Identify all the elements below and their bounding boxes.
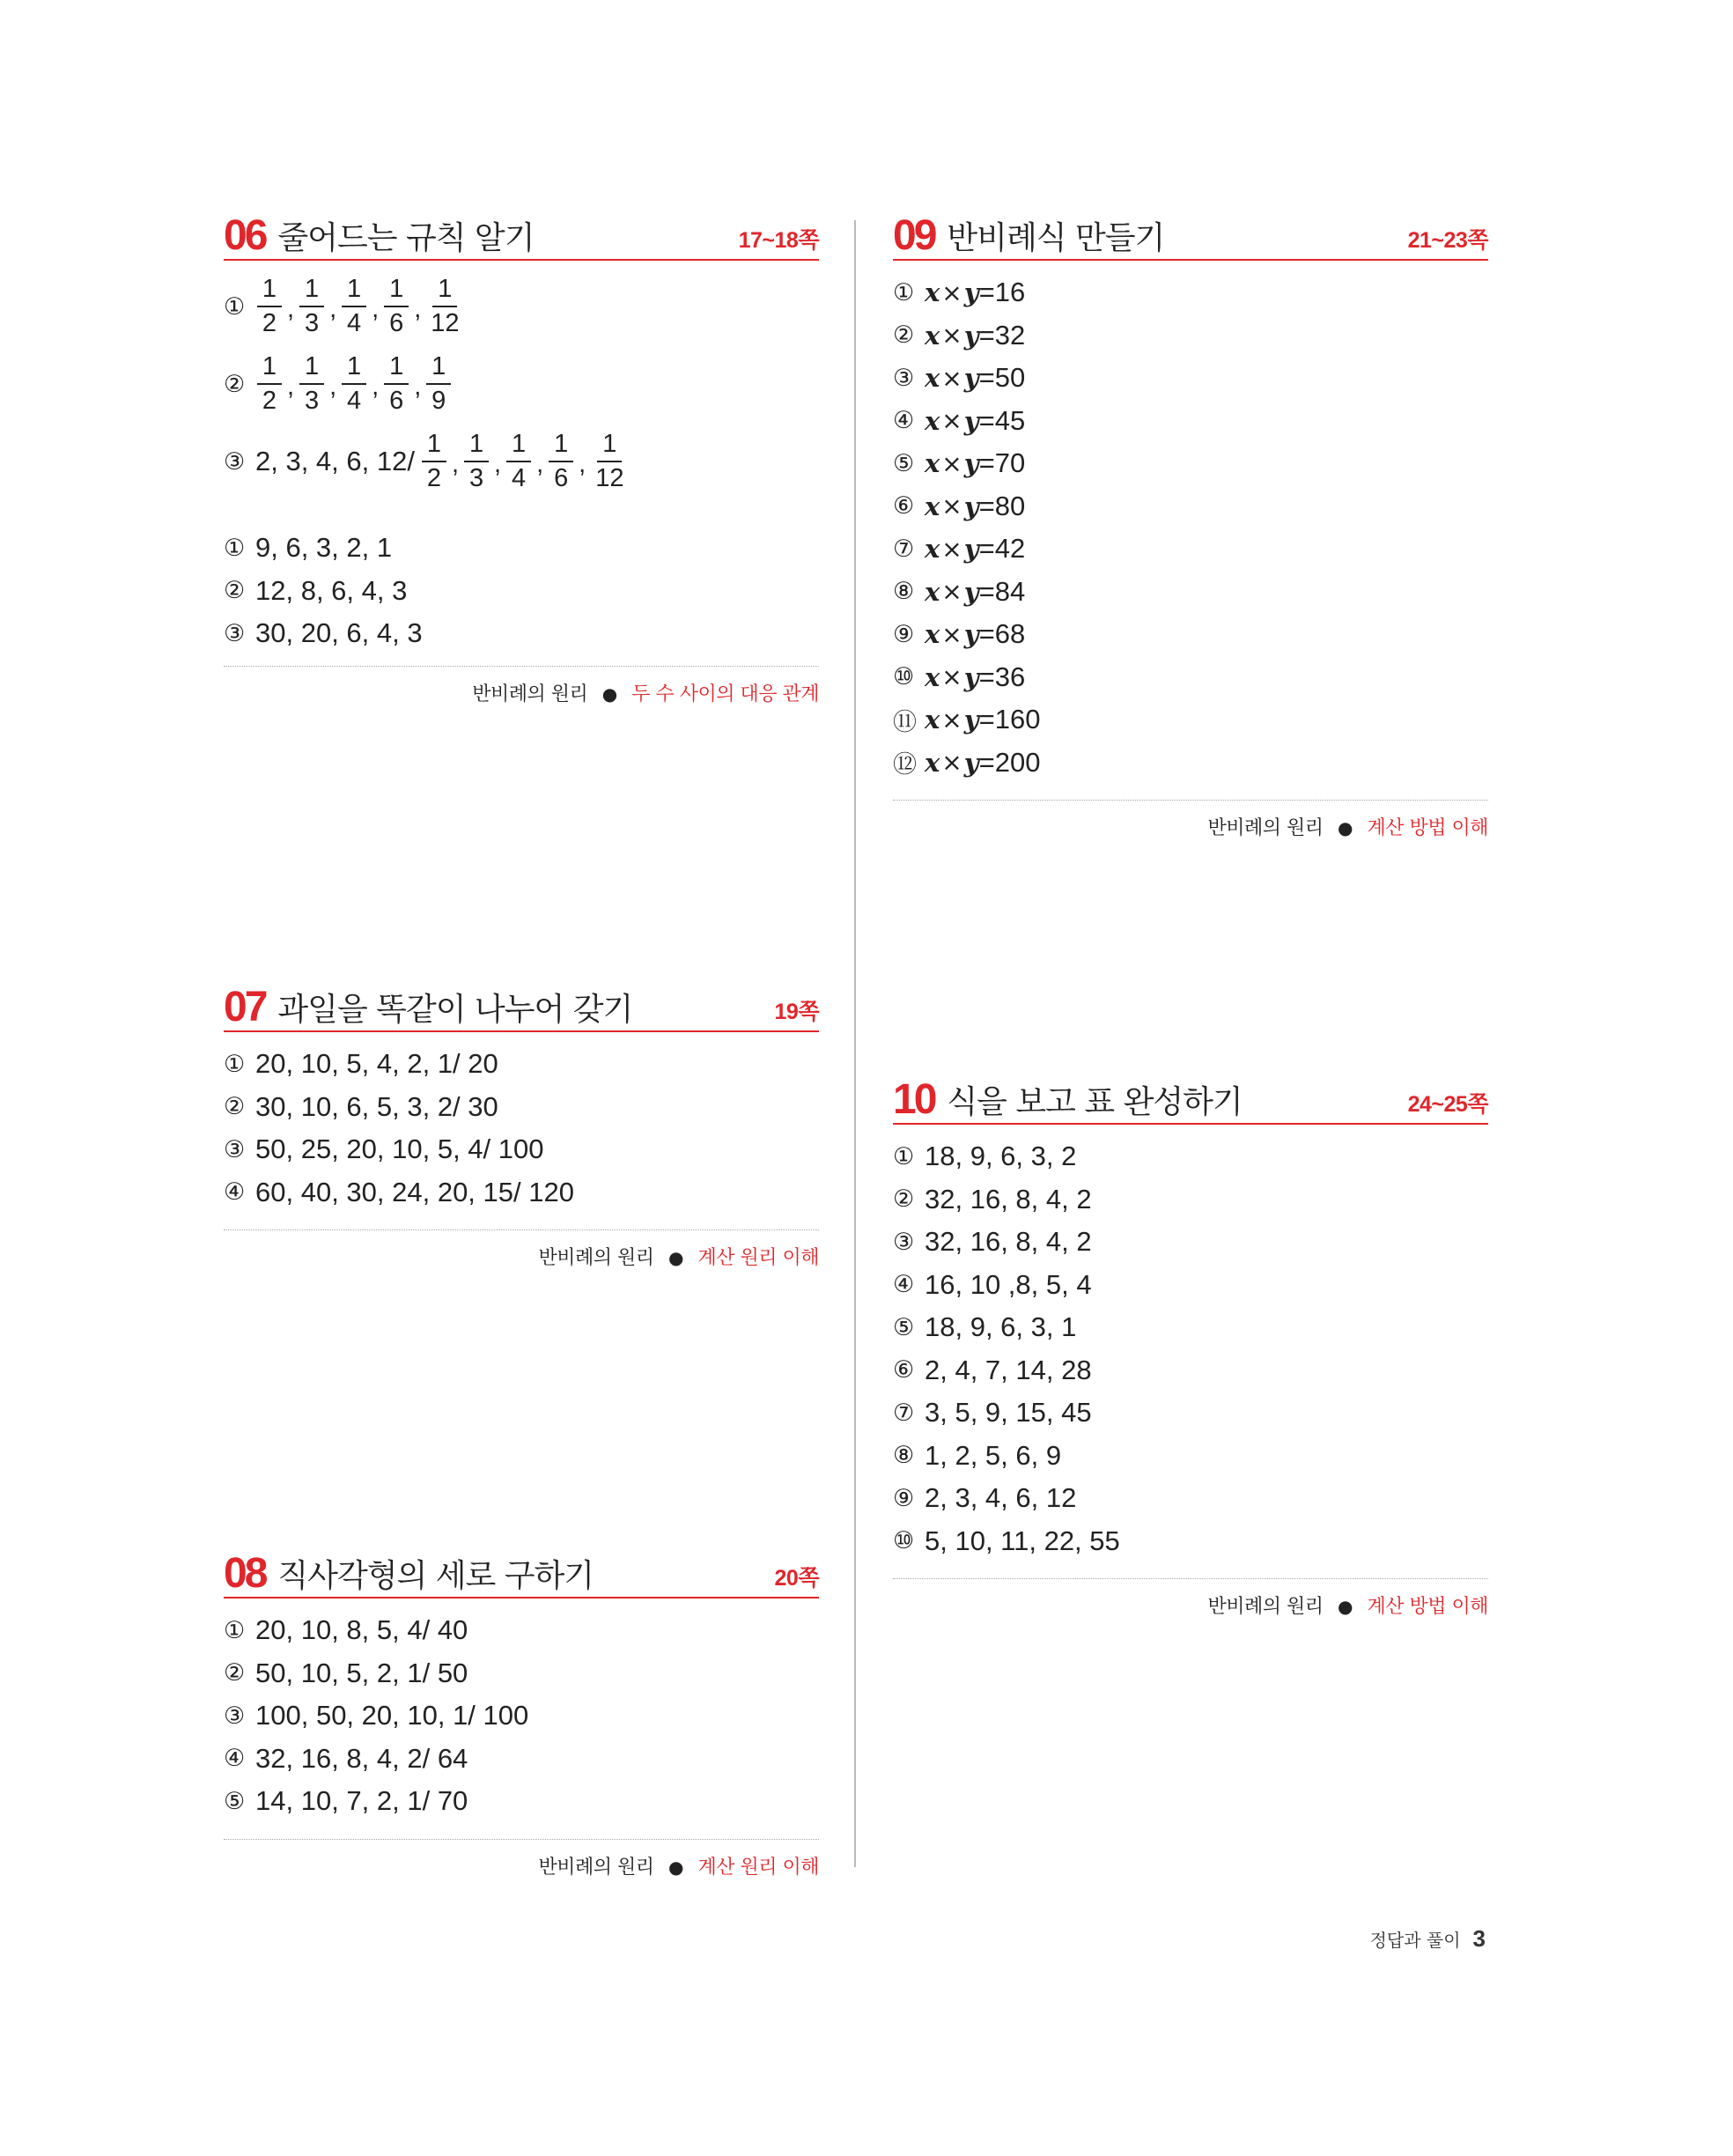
answer-item xyxy=(224,1652,819,1695)
section-title: 반비례식 만들기 xyxy=(947,220,1165,256)
answer-text: 2, 4, 7, 14, 28 xyxy=(925,1354,1092,1385)
fraction-numerator: 1 xyxy=(549,432,573,462)
section-pages: 20쪽 xyxy=(774,1566,819,1591)
equals-sign: = xyxy=(978,661,995,692)
answer-marker: ① xyxy=(893,278,915,306)
answer-text: 100, 50, 20, 10, 1/ 100 xyxy=(255,1700,529,1731)
footer-label: 반비례의 원리 xyxy=(472,683,588,705)
answer-item xyxy=(893,1435,1488,1478)
fraction xyxy=(342,277,366,336)
answer-marker: ② xyxy=(893,321,915,350)
fraction-denominator: 4 xyxy=(512,464,527,492)
fraction-separator: , xyxy=(536,449,544,478)
answer-item xyxy=(893,1178,1488,1222)
answer-marker: ⑤ xyxy=(893,449,915,477)
equation-value: 160 xyxy=(994,704,1041,735)
equation-item xyxy=(893,442,1488,485)
answer-item xyxy=(224,612,819,655)
answer-text: 9, 6, 3, 2, 1 xyxy=(255,532,393,564)
variable-y: y xyxy=(963,705,979,735)
variable-y: y xyxy=(963,661,979,692)
times-sign: × xyxy=(941,406,962,436)
equation-item xyxy=(893,613,1488,656)
answer-text: 30, 10, 6, 5, 3, 2/ 30 xyxy=(255,1090,498,1122)
equation-value: 32 xyxy=(994,319,1026,351)
fraction xyxy=(549,432,573,491)
answer-item xyxy=(224,1780,819,1823)
section-header xyxy=(224,210,819,261)
equation-value: 200 xyxy=(994,746,1041,778)
fraction-separator: , xyxy=(329,294,337,323)
fraction-denominator: 12 xyxy=(431,309,460,337)
footer-topic: 계산 원리 이해 xyxy=(697,1247,819,1269)
fraction xyxy=(506,432,531,491)
fraction-numerator: 1 xyxy=(597,432,622,462)
answer-text: 3, 5, 9, 15, 45 xyxy=(925,1397,1092,1429)
column-divider xyxy=(854,220,856,1867)
equation-value: 42 xyxy=(994,533,1026,565)
answer-list xyxy=(224,268,819,655)
answer-list xyxy=(224,1609,819,1823)
footer-label: 반비례의 원리 xyxy=(1207,1596,1324,1618)
fraction-separator: , xyxy=(372,294,380,323)
fraction-numerator: 1 xyxy=(299,277,324,307)
variable-x: x xyxy=(925,491,940,521)
section-header xyxy=(893,210,1488,261)
times-sign: × xyxy=(941,577,962,607)
answer-item xyxy=(224,1128,819,1171)
fraction-denominator: 3 xyxy=(304,387,320,415)
fraction xyxy=(299,354,324,414)
footer-topic: 계산 방법 이해 xyxy=(1367,817,1488,839)
equation-item xyxy=(893,271,1488,314)
answer-marker: ② xyxy=(224,577,246,605)
answer-marker: ⑫ xyxy=(893,751,917,779)
times-sign: × xyxy=(941,491,962,521)
fraction-denominator: 2 xyxy=(262,387,277,415)
fraction-denominator: 6 xyxy=(554,464,569,492)
variable-y: y xyxy=(963,405,979,436)
answer-text: 18, 9, 6, 3, 2 xyxy=(925,1141,1077,1172)
fraction-numerator: 1 xyxy=(384,277,409,307)
answer-marker: ② xyxy=(224,1659,246,1687)
answer-text: 32, 16, 8, 4, 2 xyxy=(925,1226,1092,1258)
section-header xyxy=(893,1074,1488,1125)
answer-marker: ① xyxy=(893,1142,915,1170)
answer-text: 2, 3, 4, 6, 12/ xyxy=(255,446,415,476)
fraction-numerator: 1 xyxy=(342,354,366,385)
answer-marker: ① xyxy=(224,534,246,562)
fraction xyxy=(299,277,324,336)
fraction-denominator: 3 xyxy=(304,309,320,337)
variable-x: x xyxy=(925,747,940,778)
fraction xyxy=(591,432,628,491)
fraction-numerator: 1 xyxy=(432,277,457,307)
fraction-numerator: 1 xyxy=(426,354,451,385)
equation-item xyxy=(893,528,1488,571)
answer-item xyxy=(893,1349,1488,1392)
equation-value: 80 xyxy=(994,490,1026,521)
answer-marker: ② xyxy=(893,1185,915,1214)
fraction xyxy=(257,354,282,414)
answer-text: 30, 20, 6, 4, 3 xyxy=(255,617,423,649)
times-sign: × xyxy=(941,448,962,478)
footer-bullet: ● xyxy=(601,683,617,705)
times-sign: × xyxy=(941,662,962,692)
section-pages: 24~25쪽 xyxy=(1407,1092,1488,1117)
answer-text: 1, 2, 5, 6, 9 xyxy=(925,1439,1062,1471)
equals-sign: = xyxy=(978,575,995,607)
fraction-list xyxy=(420,432,631,491)
answer-marker: ① xyxy=(224,1616,246,1644)
answer-marker: ⑩ xyxy=(893,663,915,691)
variable-x: x xyxy=(925,705,940,735)
answer-marker: ⑪ xyxy=(893,708,917,736)
times-sign: × xyxy=(941,321,962,351)
answer-marker: ② xyxy=(224,370,246,398)
answer-item xyxy=(893,1520,1488,1563)
answer-marker: ⑥ xyxy=(893,492,915,521)
times-sign: × xyxy=(941,748,962,778)
equation-item xyxy=(893,571,1488,614)
answer-marker: ⑤ xyxy=(224,1787,246,1815)
equals-sign: = xyxy=(978,404,995,436)
answer-marker: ⑩ xyxy=(893,1527,915,1555)
answer-item xyxy=(224,1043,819,1086)
times-sign: × xyxy=(941,705,962,735)
fraction-answer-item xyxy=(224,268,819,345)
fraction-numerator: 1 xyxy=(342,277,366,307)
answer-text: 32, 16, 8, 4, 2/ 64 xyxy=(255,1742,468,1774)
equation-value: 68 xyxy=(994,618,1026,650)
equation-value: 84 xyxy=(994,575,1026,607)
variable-x: x xyxy=(925,448,940,479)
equals-sign: = xyxy=(978,618,995,650)
variable-y: y xyxy=(963,534,979,565)
variable-y: y xyxy=(963,491,979,521)
equation-item xyxy=(893,485,1488,528)
variable-x: x xyxy=(925,661,940,692)
variable-y: y xyxy=(963,619,979,650)
fraction-separator: , xyxy=(287,372,295,401)
fraction-numerator: 1 xyxy=(257,354,282,385)
section-title: 줄어드는 규칙 알기 xyxy=(277,220,535,256)
answer-marker: ⑦ xyxy=(893,1399,915,1427)
section-number: 07 xyxy=(224,984,266,1030)
variable-y: y xyxy=(963,448,979,479)
section-number: 08 xyxy=(224,1550,266,1597)
answer-marker: ⑥ xyxy=(893,1356,915,1384)
answer-item xyxy=(224,570,819,613)
answer-marker: ② xyxy=(224,1093,246,1121)
answer-item xyxy=(893,1264,1488,1307)
answer-item xyxy=(224,1171,819,1215)
section-pages: 21~23쪽 xyxy=(1407,228,1488,253)
answer-text: 18, 9, 6, 3, 1 xyxy=(925,1311,1077,1343)
answer-marker: ④ xyxy=(893,1271,915,1299)
footer-label: 반비례의 원리 xyxy=(538,1247,654,1269)
fraction xyxy=(426,277,463,336)
section-08 xyxy=(224,1547,819,1879)
answer-marker: ③ xyxy=(224,619,246,647)
fraction-list xyxy=(255,277,466,336)
equation-item xyxy=(893,656,1488,699)
equation-item xyxy=(893,400,1488,443)
answer-text: 14, 10, 7, 2, 1/ 70 xyxy=(255,1785,468,1817)
variable-y: y xyxy=(963,277,979,308)
answer-item xyxy=(224,527,819,570)
footer-bullet: ● xyxy=(668,1247,683,1268)
answer-list xyxy=(224,1043,819,1214)
fraction-separator: , xyxy=(287,294,295,323)
footer-topic: 계산 원리 이해 xyxy=(697,1856,819,1879)
fraction-list xyxy=(255,354,453,414)
answer-text: 16, 10 ,8, 5, 4 xyxy=(925,1268,1092,1300)
variable-y: y xyxy=(963,363,979,394)
section-footer xyxy=(893,1578,1488,1619)
page-number: 3 xyxy=(1472,1925,1486,1952)
answer-marker: ⑨ xyxy=(893,1484,915,1512)
fraction xyxy=(426,354,451,414)
equals-sign: = xyxy=(978,704,995,735)
answer-marker: ③ xyxy=(224,1702,246,1730)
answer-marker: ⑧ xyxy=(893,578,915,606)
section-06 xyxy=(224,210,819,706)
answer-marker: ⑦ xyxy=(893,535,915,563)
fraction-separator: , xyxy=(494,449,502,478)
page-footer-label: 정답과 풀이 xyxy=(1369,1930,1461,1951)
answer-item xyxy=(893,1135,1488,1178)
variable-x: x xyxy=(925,363,940,394)
answer-marker: ⑧ xyxy=(893,1442,915,1470)
section-title: 식을 보고 표 완성하기 xyxy=(947,1084,1243,1120)
fraction xyxy=(257,277,282,336)
fraction-separator: , xyxy=(329,372,337,401)
fraction-denominator: 6 xyxy=(389,387,404,415)
fraction xyxy=(384,277,409,336)
fraction-denominator: 4 xyxy=(347,387,362,415)
equals-sign: = xyxy=(978,277,995,308)
answer-marker: ④ xyxy=(224,1745,246,1773)
answer-item xyxy=(893,1392,1488,1435)
section-title: 과일을 똑같이 나누어 갖기 xyxy=(277,992,633,1028)
answer-text: 12, 8, 6, 4, 3 xyxy=(255,574,408,606)
times-sign: × xyxy=(941,277,962,307)
section-footer xyxy=(224,1839,819,1879)
section-header xyxy=(224,1547,819,1599)
answer-text: 50, 25, 20, 10, 5, 4/ 100 xyxy=(255,1133,544,1165)
equation-item xyxy=(893,314,1488,358)
equals-sign: = xyxy=(978,533,995,565)
page-footer xyxy=(1370,1925,1486,1953)
section-number: 10 xyxy=(893,1076,935,1123)
answer-marker: ⑤ xyxy=(893,1313,915,1341)
footer-bullet: ● xyxy=(1338,817,1353,838)
fraction-denominator: 2 xyxy=(262,309,277,337)
equals-sign: = xyxy=(978,447,995,479)
variable-x: x xyxy=(925,576,940,607)
variable-y: y xyxy=(963,747,979,778)
answer-marker: ④ xyxy=(224,1178,246,1207)
section-10 xyxy=(893,1074,1488,1619)
footer-topic: 계산 방법 이해 xyxy=(1367,1596,1488,1618)
fraction-separator: , xyxy=(579,449,586,478)
answer-item xyxy=(893,1306,1488,1349)
times-sign: × xyxy=(941,619,962,649)
equation-value: 36 xyxy=(994,661,1026,692)
answer-item xyxy=(224,1695,819,1738)
section-footer xyxy=(893,800,1488,840)
answer-text: 20, 10, 5, 4, 2, 1/ 20 xyxy=(255,1048,498,1080)
equation-value: 70 xyxy=(994,447,1026,479)
footer-bullet: ● xyxy=(1338,1596,1353,1617)
equals-sign: = xyxy=(978,362,995,394)
fraction-separator: , xyxy=(414,372,422,401)
fraction xyxy=(464,432,489,491)
fraction xyxy=(384,354,409,414)
fraction-numerator: 1 xyxy=(257,277,282,307)
equation-value: 16 xyxy=(994,277,1026,308)
variable-x: x xyxy=(925,405,940,436)
fraction-denominator: 3 xyxy=(468,464,484,492)
fraction-numerator: 1 xyxy=(422,432,446,462)
section-header xyxy=(224,981,819,1032)
fraction-denominator: 4 xyxy=(347,309,362,337)
answer-item xyxy=(224,1609,819,1652)
section-pages: 17~18쪽 xyxy=(738,228,819,253)
equation-item xyxy=(893,698,1488,742)
footer-bullet: ● xyxy=(668,1856,683,1878)
answer-text: 50, 10, 5, 2, 1/ 50 xyxy=(255,1657,468,1688)
variable-x: x xyxy=(925,534,940,565)
footer-label: 반비례의 원리 xyxy=(1207,817,1324,839)
answer-marker: ③ xyxy=(893,1228,915,1256)
section-number: 09 xyxy=(893,212,935,259)
answer-item xyxy=(224,1738,819,1781)
equals-sign: = xyxy=(978,490,995,521)
footer-topic: 두 수 사이의 대응 관계 xyxy=(631,683,819,705)
section-number: 06 xyxy=(224,212,266,259)
fraction-numerator: 1 xyxy=(384,354,409,385)
fraction-separator: , xyxy=(451,449,460,478)
fraction-numerator: 1 xyxy=(506,432,531,462)
fraction-denominator: 6 xyxy=(389,309,404,337)
fraction-denominator: 12 xyxy=(595,464,624,492)
answer-marker: ③ xyxy=(224,1135,246,1163)
fraction-denominator: 9 xyxy=(431,387,446,415)
fraction-answer-item xyxy=(224,345,819,423)
equation-value: 45 xyxy=(994,404,1026,436)
answer-text: 20, 10, 8, 5, 4/ 40 xyxy=(255,1614,468,1646)
answer-text: 60, 40, 30, 24, 20, 15/ 120 xyxy=(255,1176,574,1207)
section-footer xyxy=(224,666,819,706)
section-title: 직사각형의 세로 구하기 xyxy=(277,1558,594,1594)
fraction xyxy=(342,354,366,414)
variable-x: x xyxy=(925,320,940,351)
section-09 xyxy=(893,210,1488,840)
answer-marker: ⑨ xyxy=(893,620,915,648)
fraction xyxy=(422,432,446,491)
answer-list xyxy=(893,271,1488,784)
variable-x: x xyxy=(925,277,940,308)
equation-item xyxy=(893,742,1488,785)
answer-text: 5, 10, 11, 22, 55 xyxy=(925,1525,1120,1556)
answer-marker: ③ xyxy=(224,447,246,476)
equation-value: 50 xyxy=(994,362,1026,394)
variable-y: y xyxy=(963,320,979,351)
equals-sign: = xyxy=(978,319,995,351)
equation-item xyxy=(893,357,1488,400)
section-pages: 19쪽 xyxy=(774,1000,819,1024)
fraction-separator: , xyxy=(414,294,422,323)
fraction-separator: , xyxy=(372,372,380,401)
fraction-numerator: 1 xyxy=(299,354,324,385)
answer-marker: ④ xyxy=(893,407,915,435)
answer-text: 2, 3, 4, 6, 12 xyxy=(925,1482,1077,1514)
times-sign: × xyxy=(941,534,962,564)
answer-item xyxy=(224,1086,819,1129)
answer-text: 32, 16, 8, 4, 2 xyxy=(925,1183,1092,1215)
answer-list xyxy=(893,1135,1488,1562)
variable-x: x xyxy=(925,619,940,650)
times-sign: × xyxy=(941,363,962,393)
equals-sign: = xyxy=(978,746,995,778)
section-footer xyxy=(224,1229,819,1270)
section-07 xyxy=(224,981,819,1270)
fraction-denominator: 2 xyxy=(426,464,442,492)
answer-item xyxy=(893,1477,1488,1520)
fraction-numerator: 1 xyxy=(464,432,489,462)
answer-item xyxy=(893,1221,1488,1264)
variable-y: y xyxy=(963,576,979,607)
fraction-answer-item xyxy=(224,423,819,500)
answer-marker: ① xyxy=(224,292,246,321)
footer-label: 반비례의 원리 xyxy=(538,1856,654,1879)
answer-marker: ③ xyxy=(893,364,915,392)
answer-marker: ① xyxy=(224,1050,246,1078)
